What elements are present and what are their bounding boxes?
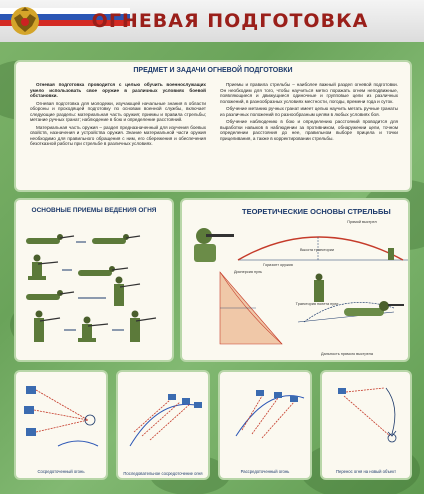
- subject-paragraph: Обучение наблюдению в бою и определению расстояний проводится для выработки навыков в наблюдении за противником, обнаружении цели, точном определении расстояния до нее, правильном выборе прицела и точки прицеливания, а также в корректировании стрельбы.: [220, 119, 398, 141]
- page-title: ОГНЕВАЯ ПОДГОТОВКА: [91, 10, 369, 32]
- fire-type-panel: [116, 370, 210, 480]
- theory-title: ТЕОРЕТИЧЕСКИЕ ОСНОВЫ СТРЕЛЬБЫ: [242, 207, 391, 216]
- subject-paragraph: Приемы и правила стрельбы – наиболее важный раздел огневой подготовки. Он необходим для того, чтобы научиться метко поражать огнем неподвижные, появляющиеся и движущиеся одиночные и групповые цели из различных положений, в разнообразных условиях местности, погоды, времени года и суток.: [220, 82, 398, 104]
- subject-title: ПРЕДМЕТ И ЗАДАЧИ ОГНЕВОЙ ПОДГОТОВКИ: [133, 67, 293, 74]
- standing-soldier-figure: [130, 311, 156, 343]
- trajectory-label-direct-shot: Прямой выстрел: [347, 220, 377, 224]
- prone-soldier-figure: [26, 234, 74, 244]
- firing-positions-illustration: [18, 220, 174, 360]
- subject-right-column: [220, 82, 398, 143]
- fire-type-caption: Последовательное сосредоточение огня: [123, 471, 203, 476]
- techniques-title: ОСНОВНЫЕ ПРИЕМЫ ВЕДЕНИЯ ОГНЯ: [31, 207, 157, 214]
- subject-paragraph: Огневая подготовка для молодежи, изучающей начальные знания в области обороны и проходящей подготовку по основам военной службы, включает следующие разделы: материальная часть оружия; приемы и правила стрельбы; метание ручных гранат; наблюдение в бою и определение расстояний.: [30, 100, 206, 122]
- prone-soldier-figure: [26, 290, 74, 300]
- theory-label-dispersion: Дисперсия пуль: [233, 270, 263, 274]
- fire-type-caption: Рассредоточенный огонь: [240, 469, 290, 474]
- fire-type-caption: Перенос огня на новый объект: [335, 469, 396, 474]
- fire-type-panel: [218, 370, 312, 480]
- concentrated-fire-diagram: [18, 376, 108, 456]
- theory-label-trajectory: Траектория полета пули: [295, 302, 339, 306]
- subject-paragraph: Материальная часть оружия – раздел предназначенный для изучения боевых свойств, назначения и устройства оружия. Знание материальной части оружия необходимо для правильного обращения с ним, его сбережения и обеспечения безотказной работы при стрельбе в различных условиях.: [30, 124, 206, 146]
- dispersed-fire-diagram: [222, 376, 312, 456]
- subject-left-column: [30, 82, 206, 149]
- kneeling-soldier-figure: [78, 317, 108, 343]
- theory-label-distance: Дальность прямого выстрела: [321, 352, 373, 356]
- trajectory-label-weapon-horizon: Горизонт оружия: [263, 263, 293, 267]
- subject-paragraph: Огневая подготовка проводится с целью обучить военнослужащих умело использовать свое оружие в различных условиях боевой обстановки.: [30, 82, 206, 98]
- subject-panel: [14, 60, 412, 192]
- fire-type-panel: [14, 370, 108, 480]
- dispersion-cone-diagram: [216, 268, 286, 348]
- double-headed-eagle-emblem-icon: [8, 4, 42, 38]
- subject-paragraph: Обучение метанию ручных гранат имеет целью научить метать ручные гранаты из различных положений по разнообразным целям в любых условиях боя.: [220, 106, 398, 117]
- aiming-soldier-illustration: [186, 224, 236, 264]
- kneeling-soldier-figure: [28, 255, 58, 281]
- fire-type-panel: [320, 370, 412, 480]
- fire-shift-diagram: [324, 376, 412, 456]
- fire-type-caption: Сосредоточенный огонь: [37, 469, 85, 474]
- theory-panel: [180, 198, 410, 362]
- sequential-fire-diagram: [120, 376, 210, 456]
- header-bar: [0, 0, 424, 42]
- standing-soldier-figure: [34, 311, 60, 343]
- prone-soldier-figure: [92, 234, 140, 244]
- techniques-panel: [14, 198, 174, 362]
- standing-soldier-figure: [114, 277, 140, 307]
- prone-soldier-figure: [78, 266, 128, 276]
- trajectory-label-max-height: Высота траектории: [299, 248, 335, 252]
